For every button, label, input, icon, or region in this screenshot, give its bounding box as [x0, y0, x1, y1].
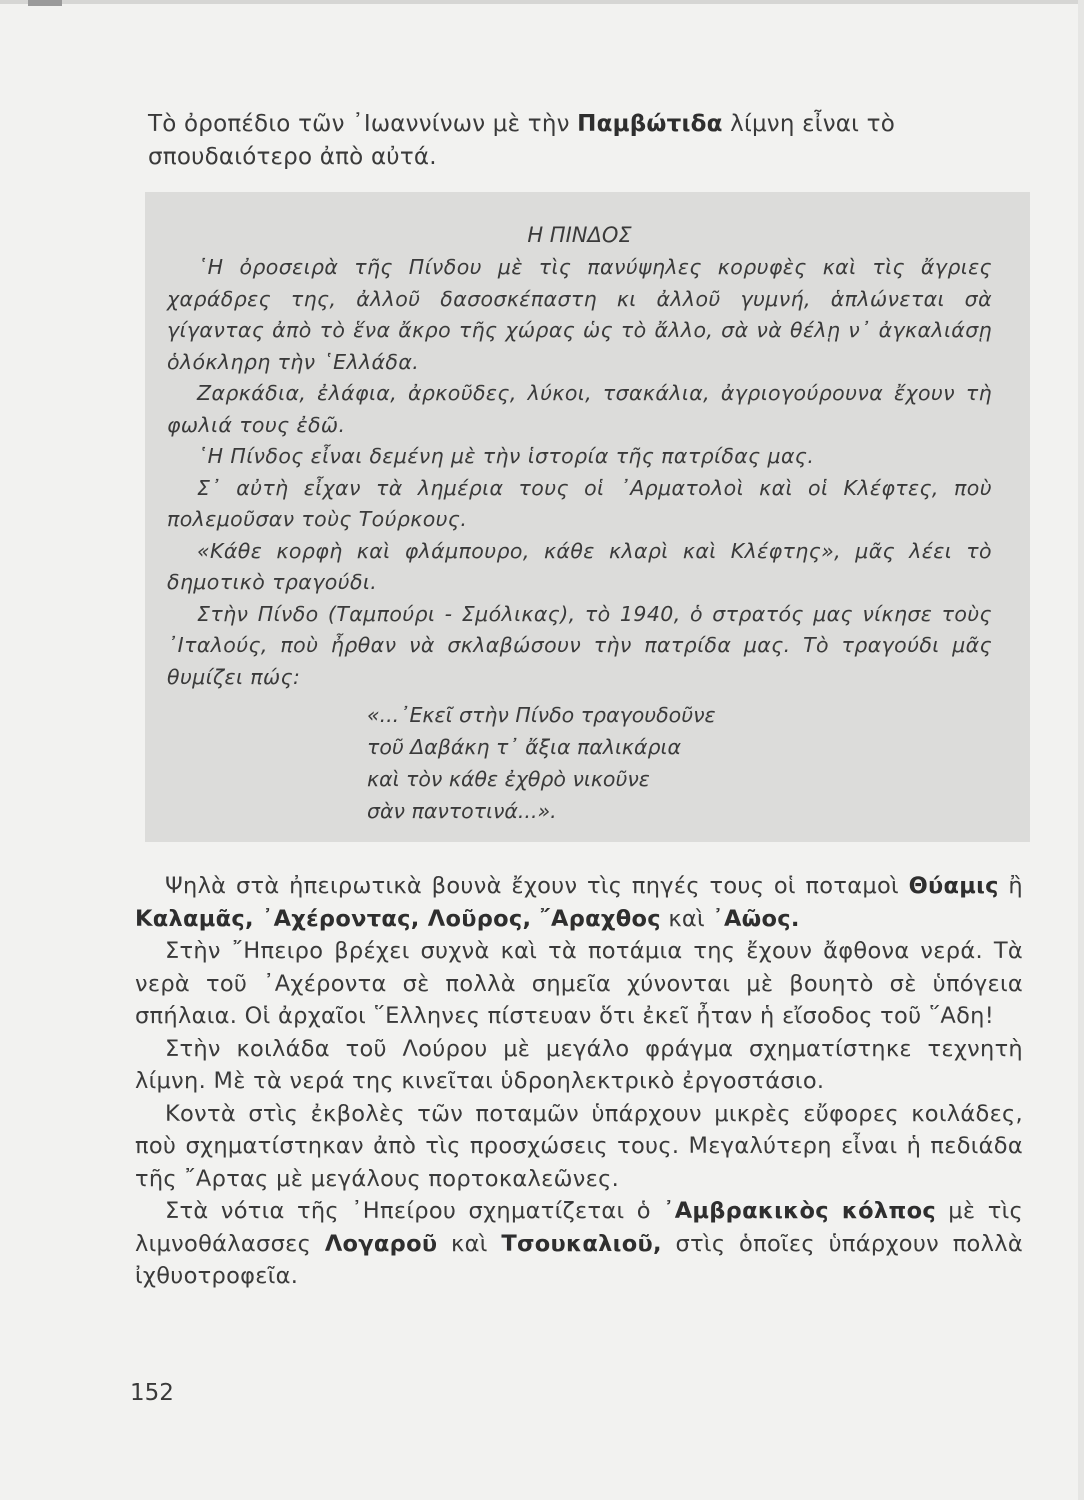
main-paragraph-acheron: Στὴν ῎Ηπειρο βρέχει συχνὰ καὶ τὰ ποτάμια της ἔχουν ἄφθονα νερά. Τὰ νερὰ τοῦ ᾿Αχέροντα σὲ πολλὰ σημεῖα χύνονται μὲ βουητὸ σὲ ὑπόγεια σπήλαια. Οἱ ἀρχαῖοι ῞Ελληνες πίστευαν ὅτι ἐκεῖ ἦταν ἡ εἴσοδος τοῦ ῞Αδη! — [135, 938, 1023, 1029]
box-paragraph-4: Σ᾿ αὐτὴ εἶχαν τὰ λημέρια τους οἱ ᾿Αρματολοὶ καὶ οἱ Κλέφτες, ποὺ πολεμοῦσαν τοὺς Τούρκους. — [167, 475, 992, 531]
verse-line-1: «...᾿Εκεῖ στὴν Πίνδο τραγουδοῦνε — [367, 703, 716, 727]
box-paragraph-3: ῾Η Πίνδος εἶναι δεμένη μὲ τὴν ἱστορία τῆς πατρίδας μας. — [197, 444, 815, 468]
main-text — [135, 870, 1023, 1293]
gulf-text-1: Στὰ νότια τῆς ᾿Ηπείρου σχηματίζεται ὁ — [165, 1198, 664, 1224]
intro-text-2: λίμνη εἶναι τὸ σπουδαιότερο ἀπὸ αὐτά. — [148, 111, 895, 170]
gulf-text-3: καὶ — [437, 1230, 502, 1257]
intro-text-1: Τὸ ὀροπέδιο τῶν ᾿Ιωαννίνων μὲ τὴν — [148, 111, 578, 137]
rivers-bold-3: ᾿Αῶος. — [712, 905, 800, 932]
rivers-text-3: καὶ — [660, 905, 713, 932]
box-paragraph-2: Ζαρκάδια, ἐλάφια, ἀρκοῦδες, λύκοι, τσακάλια, ἀγριογούρουνα ἔχουν τὴ φωλιά τους ἐδῶ. — [167, 381, 992, 437]
main-paragraph-valleys: Κοντὰ στὶς ἐκβολὲς τῶν ποταμῶν ὑπάρχουν μικρὲς εὔφορες κοιλάδες, ποὺ σχηματίστηκαν ἀπὸ τὶς προσχώσεις τους. Μεγαλύτερη εἶναι ἡ πεδιάδα τῆς ῎Αρτας μὲ μεγάλους πορτοκαλεῶνες. — [135, 1100, 1023, 1192]
box-paragraph-5: «Κάθε κορφὴ καὶ φλάμπουρο, κάθε κλαρὶ καὶ Κλέφτης», μᾶς λέει τὸ δημοτικὸ τραγούδι. — [167, 538, 992, 594]
gulf-bold-1: ᾿Αμβρακικὸς κόλπος — [663, 1198, 936, 1224]
rivers-bold-2: Καλαμᾶς, ᾿Αχέροντας, Λοῦρος, ῎Αραχθος — [135, 905, 661, 932]
gulf-text-2: μὲ τὶς λιμνοθάλασσες — [135, 1198, 1023, 1257]
verse-line-2: τοῦ Δαβάκη τ᾿ ἄξια παλικάρια — [367, 735, 681, 759]
gulf-text-4: στὶς ὁποῖες ὑπάρχουν πολλὰ ἰχθυοτροφεῖα. — [135, 1230, 1023, 1289]
box-title: Η ΠΙΝΔΟΣ — [527, 223, 632, 247]
song-verse — [367, 699, 992, 827]
main-paragraph-rivers — [135, 870, 1023, 935]
box-paragraph-6: Στὴν Πίνδο (Ταμπούρι - Σμόλικας), τὸ 1940, ὁ στρατός μας νίκησε τοὺς ᾿Ιταλούς, ποὺ ἦρθαν νὰ σκλαβώσουν τὴν πατρίδα μας. Τὸ τραγούδι μᾶς θυμίζει πώς: — [167, 601, 992, 689]
page-top-edge — [0, 0, 1084, 4]
page-right-edge — [1078, 0, 1084, 1500]
intro-bold-pamvotida: Παμβώτιδα — [577, 111, 723, 137]
main-paragraph-louros: Στὴν κοιλάδα τοῦ Λούρου μὲ μεγάλο φράγμα σχηματίστηκε τεχνητὴ λίμνη. Μὲ τὰ νερά της κινεῖται ὑδροηλεκτρικὸ ἐργοστάσιο. — [135, 1035, 1023, 1094]
box-paragraph-1: ῾Η ὀροσειρὰ τῆς Πίνδου μὲ τὶς πανύψηλες κορυφὲς καὶ τὶς ἄγριες χαράδρες της, ἀλλοῦ δασοσκέπαστη κι ἀλλοῦ γυμνή, ἁπλώνεται σὰ γίγαντας ἀπὸ τὸ ἕνα ἄκρο τῆς χώρας ὡς τὸ ἄλλο, σὰ νὰ θέλῃ ν᾿ ἀγκαλιάσῃ ὁλόκληρη τὴν ῾Ελλάδα. — [167, 255, 992, 374]
rivers-text-2: ἢ — [998, 873, 1023, 899]
verse-line-4: σὰν παντοτινά...». — [367, 799, 557, 823]
rivers-bold-1: Θύαμις — [908, 873, 999, 899]
gulf-bold-2: Λογαροῦ — [324, 1230, 438, 1257]
pindos-box-content — [167, 220, 992, 827]
pindos-info-box — [145, 192, 1030, 842]
page-top-mark — [28, 0, 62, 6]
rivers-text-1: Ψηλὰ στὰ ἠπειρωτικὰ βουνὰ ἔχουν τὶς πηγές τους οἱ ποταμοὶ — [165, 873, 909, 899]
main-paragraph-amvrakikos — [135, 1195, 1023, 1293]
intro-paragraph — [148, 108, 1033, 174]
gulf-bold-3: Τσουκαλιοῦ, — [501, 1230, 662, 1257]
verse-line-3: καὶ τὸν κάθε ἐχθρὸ νικοῦνε — [367, 767, 650, 791]
page-number: 152 — [130, 1380, 174, 1406]
